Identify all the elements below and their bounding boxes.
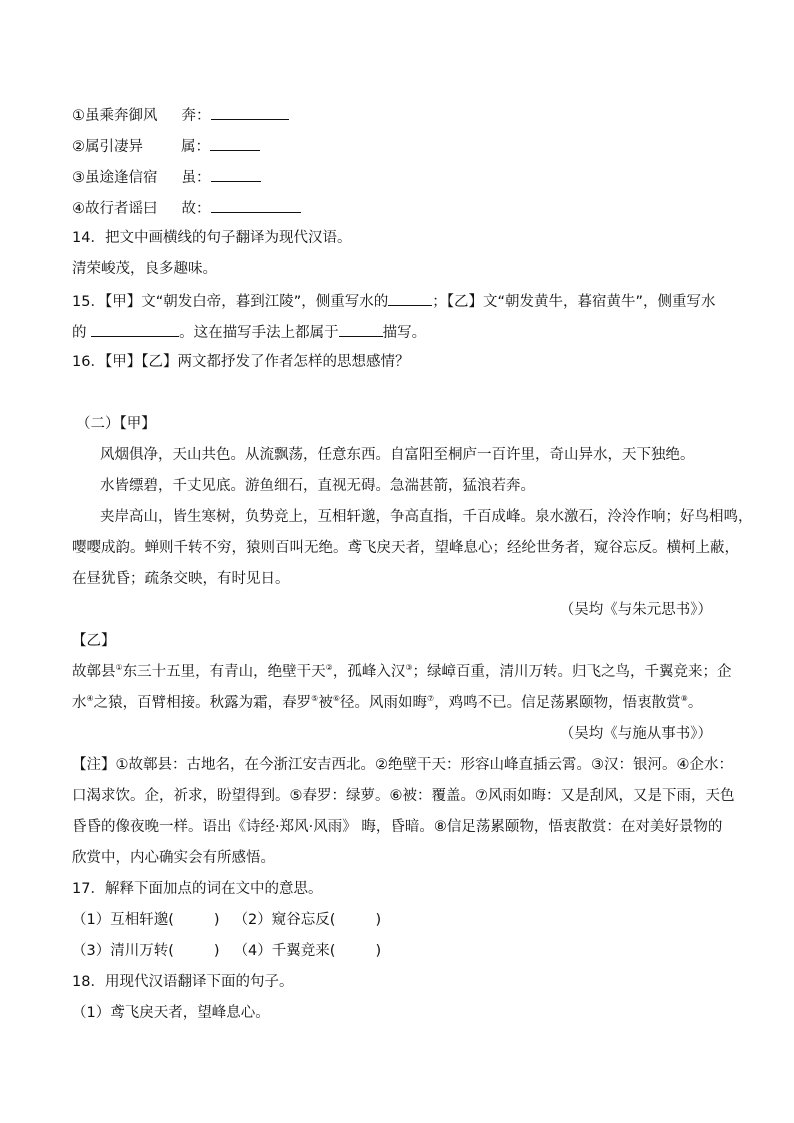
q15-text: 的: [72, 325, 92, 341]
yi-line-1: [72, 662, 732, 682]
q13-phrase: ②属引凄异: [72, 139, 143, 155]
answer-blank[interactable]: [210, 135, 260, 151]
yi-text: 水: [72, 695, 87, 711]
q17-paren: ): [375, 912, 382, 928]
q17-item-4: （4）千翼竞来(: [233, 943, 336, 959]
q17-row-1: [72, 910, 381, 930]
yi-text: 故鄣县: [72, 664, 116, 680]
notes-line-1: 【注】①故鄣县：古地名，在今浙江安吉西北。②绝壁干天：形容山峰直插云霄。③汉：银河。④企水：: [72, 757, 733, 773]
notes-line-2: 口渴求饮。企，祈求，盼望得到。⑤春罗：绿萝。⑥被：覆盖。⑦风雨如晦：又是刮风，又是下雨，天色: [72, 788, 735, 804]
q17-stem: 17．解释下面加点的词在文中的意思。: [72, 881, 323, 897]
notes-line-3: 昏昏的像夜晚一样。语出《诗经·郑风·风雨》 晦，昏暗。⑧信足荡累颐物，悟衷散赏：在对美好景物的: [72, 819, 723, 835]
q13-phrase: ①虽乘奔御风: [72, 108, 158, 124]
q16-stem: 16．【甲】【乙】两文都抒发了作者怎样的思想感情？: [72, 354, 410, 370]
q18-stem: 18．用现代汉语翻译下面的句子。: [72, 974, 294, 990]
answer-blank[interactable]: [211, 104, 289, 120]
section2-heading: （二）【甲】: [76, 416, 156, 432]
q17-item-2: （2）窥谷忘反(: [233, 912, 336, 928]
footnote-mark: ⑧: [680, 694, 688, 704]
q17-paren: ): [213, 943, 220, 959]
yi-text: 之猿，百臂相接。秋露为霜，春罗: [93, 695, 312, 711]
footnote-mark: ⑦: [427, 694, 435, 704]
yi-text: ，孤峰入汉: [332, 664, 406, 680]
jia-para-3-line-1: 夹岸高山，皆生寒树，负势竞上，互相轩邈，争高直指，千百成峰。泉水激石，泠泠作响；好鸟相鸣，: [100, 509, 753, 525]
q14-stem: 14．把文中画横线的句子翻译为现代汉语。: [72, 230, 352, 246]
jia-para-3-line-3: 在昼犹昏；疏条交映，有时见日。: [72, 571, 290, 587]
footnote-mark: ②: [325, 663, 333, 673]
jia-source: （吴均《与朱元思书》）: [559, 602, 712, 618]
yi-text: 东三十五里，有青山，绝壁干天: [122, 664, 326, 680]
q17-paren: ): [213, 912, 220, 928]
q13-item-3: [72, 166, 261, 188]
footnote-mark: ①: [115, 663, 123, 673]
yi-text: 被: [318, 695, 333, 711]
q17-paren: ): [375, 943, 382, 959]
answer-blank[interactable]: [211, 166, 261, 182]
q13-item-2: [72, 135, 260, 157]
yi-source: （吴均《与施从事书》）: [559, 726, 712, 742]
q18-item-1: （1）鸢飞戾天者，望峰息心。: [72, 1005, 270, 1021]
jia-para-1: 风烟俱净，天山共色。从流飘荡，任意东西。自富阳至桐庐一百许里，奇山异水，天下独绝。: [100, 447, 695, 463]
q15-text: 。这在描写手法上都属于: [179, 325, 339, 341]
yi-text: ，鸡鸣不已。信足荡累颐物，悟衷散赏: [434, 695, 681, 711]
answer-blank[interactable]: [339, 321, 383, 337]
q15-text: 描写。: [382, 325, 427, 341]
q17-item-1: （1）互相轩邈(: [72, 912, 174, 928]
yi-heading: 【乙】: [72, 633, 116, 649]
q13-word: 故：: [181, 201, 211, 217]
q17-item-3: （3）清川万转(: [72, 943, 174, 959]
q15-text: 15．【甲】文“朝发白帝，暮到江陵”，侧重写水的: [72, 294, 389, 310]
q14-sentence: 清荣峻茂，良多趣味。: [72, 261, 217, 277]
q13-item-1: [72, 104, 289, 126]
footnote-mark: ⑥: [332, 694, 341, 704]
jia-para-2: 水皆缥碧，千丈见底。游鱼细石，直视无碍。急湍甚箭，猛浪若奔。: [100, 478, 535, 494]
yi-text: ；绿嶂百重，清川万转。归飞之鸟，千翼竞来；企: [412, 664, 732, 680]
q17-row-2: [72, 941, 381, 961]
footnote-mark: ③: [405, 663, 413, 673]
q15-line-2: [72, 321, 426, 343]
footnote-mark: ④: [86, 694, 94, 704]
yi-text: 。: [687, 695, 703, 711]
notes-line-4: 欣赏中，内心确实会有所感悟。: [72, 850, 275, 866]
yi-line-2: [72, 693, 702, 713]
footnote-mark: ⑤: [311, 694, 319, 704]
q13-phrase: ④故行者谣曰: [72, 201, 158, 217]
answer-blank[interactable]: [388, 290, 432, 306]
yi-text: 径。风雨如晦: [340, 695, 428, 711]
answer-blank[interactable]: [91, 321, 179, 337]
q15-line-1: [72, 290, 716, 312]
q13-phrase: ③虽途逢信宿: [72, 170, 158, 186]
q13-word: 属：: [181, 139, 210, 155]
q13-item-4: [72, 197, 301, 219]
answer-blank[interactable]: [211, 197, 301, 213]
jia-para-3-line-2: 嘤嘤成韵。蝉则千转不穷，猿则百叫无绝。鸢飞戾天者，望峰息心；经纶世务者，窥谷忘反。横柯上蔽，: [72, 540, 739, 556]
q13-word: 奔：: [181, 108, 211, 124]
q15-text: ；【乙】文“朝发黄牛，暮宿黄牛”，侧重写水: [432, 294, 716, 310]
q13-word: 虽：: [181, 170, 211, 186]
